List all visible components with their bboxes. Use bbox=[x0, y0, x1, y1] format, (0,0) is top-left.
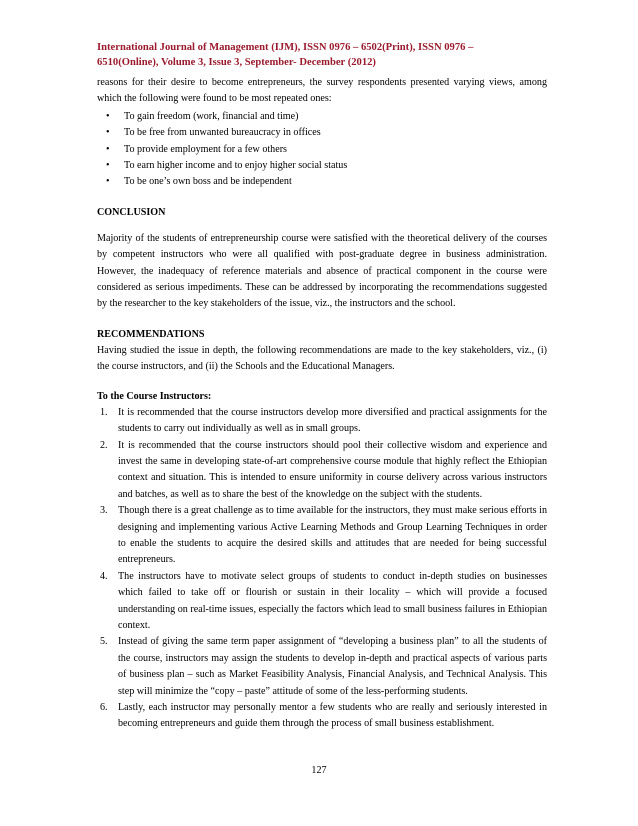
recommendations-heading: RECOMMENDATIONS bbox=[97, 328, 205, 340]
recommendations-list bbox=[97, 405, 547, 733]
bullet-icon: • bbox=[106, 143, 110, 155]
reasons-list bbox=[97, 109, 547, 191]
recommendations-intro: Having studied the issue in depth, the following recommendations are made to the key stakeholders, viz., (i) the course instructors, and (ii) the Schools and the Educational Managers. bbox=[97, 344, 547, 373]
page-number: 127 bbox=[311, 765, 327, 776]
list-item: 4. The instructors have to motivate select groups of students to conduct in-depth studies on businesses which failed to take off or flourish or sustain in their locality – which will provide a focused understanding on real-time issues, especially the factors which lead to small business failures in Ethiopian context. bbox=[100, 570, 547, 631]
bullet-icon: • bbox=[106, 176, 110, 188]
list-item: 6. Lastly, each instructor may personally mentor a few students who are really and seriously interested in becoming entrepreneurs and guide them through the process of small business establishment. bbox=[100, 702, 547, 730]
bullet-icon: • bbox=[106, 160, 110, 172]
list-item: • To be one’s own boss and be independent bbox=[97, 174, 547, 190]
list-item: 5. Instead of giving the same term paper assignment of “developing a business plan” to all the students of the course, instructors may assign the students to develop in-depth and practical aspects of various parts of business plan – such as Market Feasibility Analysis, Financial Analysis, and Technical Analysis. This step will minimize the “copy – paste” attitude of some of the less-performing students. bbox=[100, 636, 547, 697]
conclusion-paragraph: Majority of the students of entrepreneurship course were satisfied with the theoretical delivery of the courses by competent instructors who were all qualified with post-graduate degree in business administration. However, the inadequacy of reference materials and absence of practical component in the course were considered as serious impediments. These can be addressed by incorporating the recommendations suggested by the researcher to the key stakeholders of the issue, viz., the instructors and the school. bbox=[97, 232, 547, 310]
journal-header bbox=[97, 40, 547, 70]
list-item: 1. It is recommended that the course instructors develop more diversified and practical assignments for the students to carry out individually as well as in small groups. bbox=[100, 406, 547, 435]
journal-header-line-2: 6510(Online), Volume 3, Issue 3, September- December (2012) bbox=[97, 57, 376, 68]
instructors-subheading: To the Course Instructors: bbox=[97, 390, 212, 402]
list-item: • To be free from unwanted bureaucracy in offices bbox=[97, 125, 547, 141]
list-item: • To provide employment for a few others bbox=[97, 142, 547, 158]
list-item: • To gain freedom (work, financial and time) bbox=[97, 109, 547, 125]
article-body bbox=[97, 75, 547, 733]
list-item: 3. Though there is a great challenge as to time available for the instructors, they must make serious efforts in designing and implementing various Active Learning Methods and Group Learning Techniques in order to enable the students to acquire the desired skills and attitudes that are needed for being successful entrepreneurs. bbox=[100, 505, 547, 566]
bullet-icon: • bbox=[106, 127, 110, 139]
intro-paragraph: reasons for their desire to become entrepreneurs, the survey respondents presented varying views, among which the following were found to be most repeated ones: bbox=[97, 77, 547, 105]
conclusion-heading: CONCLUSION bbox=[97, 206, 166, 218]
bullet-icon: • bbox=[106, 110, 110, 122]
list-item: 2. It is recommended that the course instructors should pool their collective wisdom and experience and invest the same in developing state-of-art comprehensive course module that highly reflect the Ethiopian context and situation. This is intended to ensure uniformity in course delivery across various instructors and batches, as well as to share the best of the knowledge on the subject with the students. bbox=[100, 439, 547, 500]
journal-header-line-1: International Journal of Management (IJM), ISSN 0976 – 6502(Print), ISSN 0976 – bbox=[97, 42, 474, 53]
list-item: • To earn higher income and to enjoy higher social status bbox=[97, 158, 547, 174]
